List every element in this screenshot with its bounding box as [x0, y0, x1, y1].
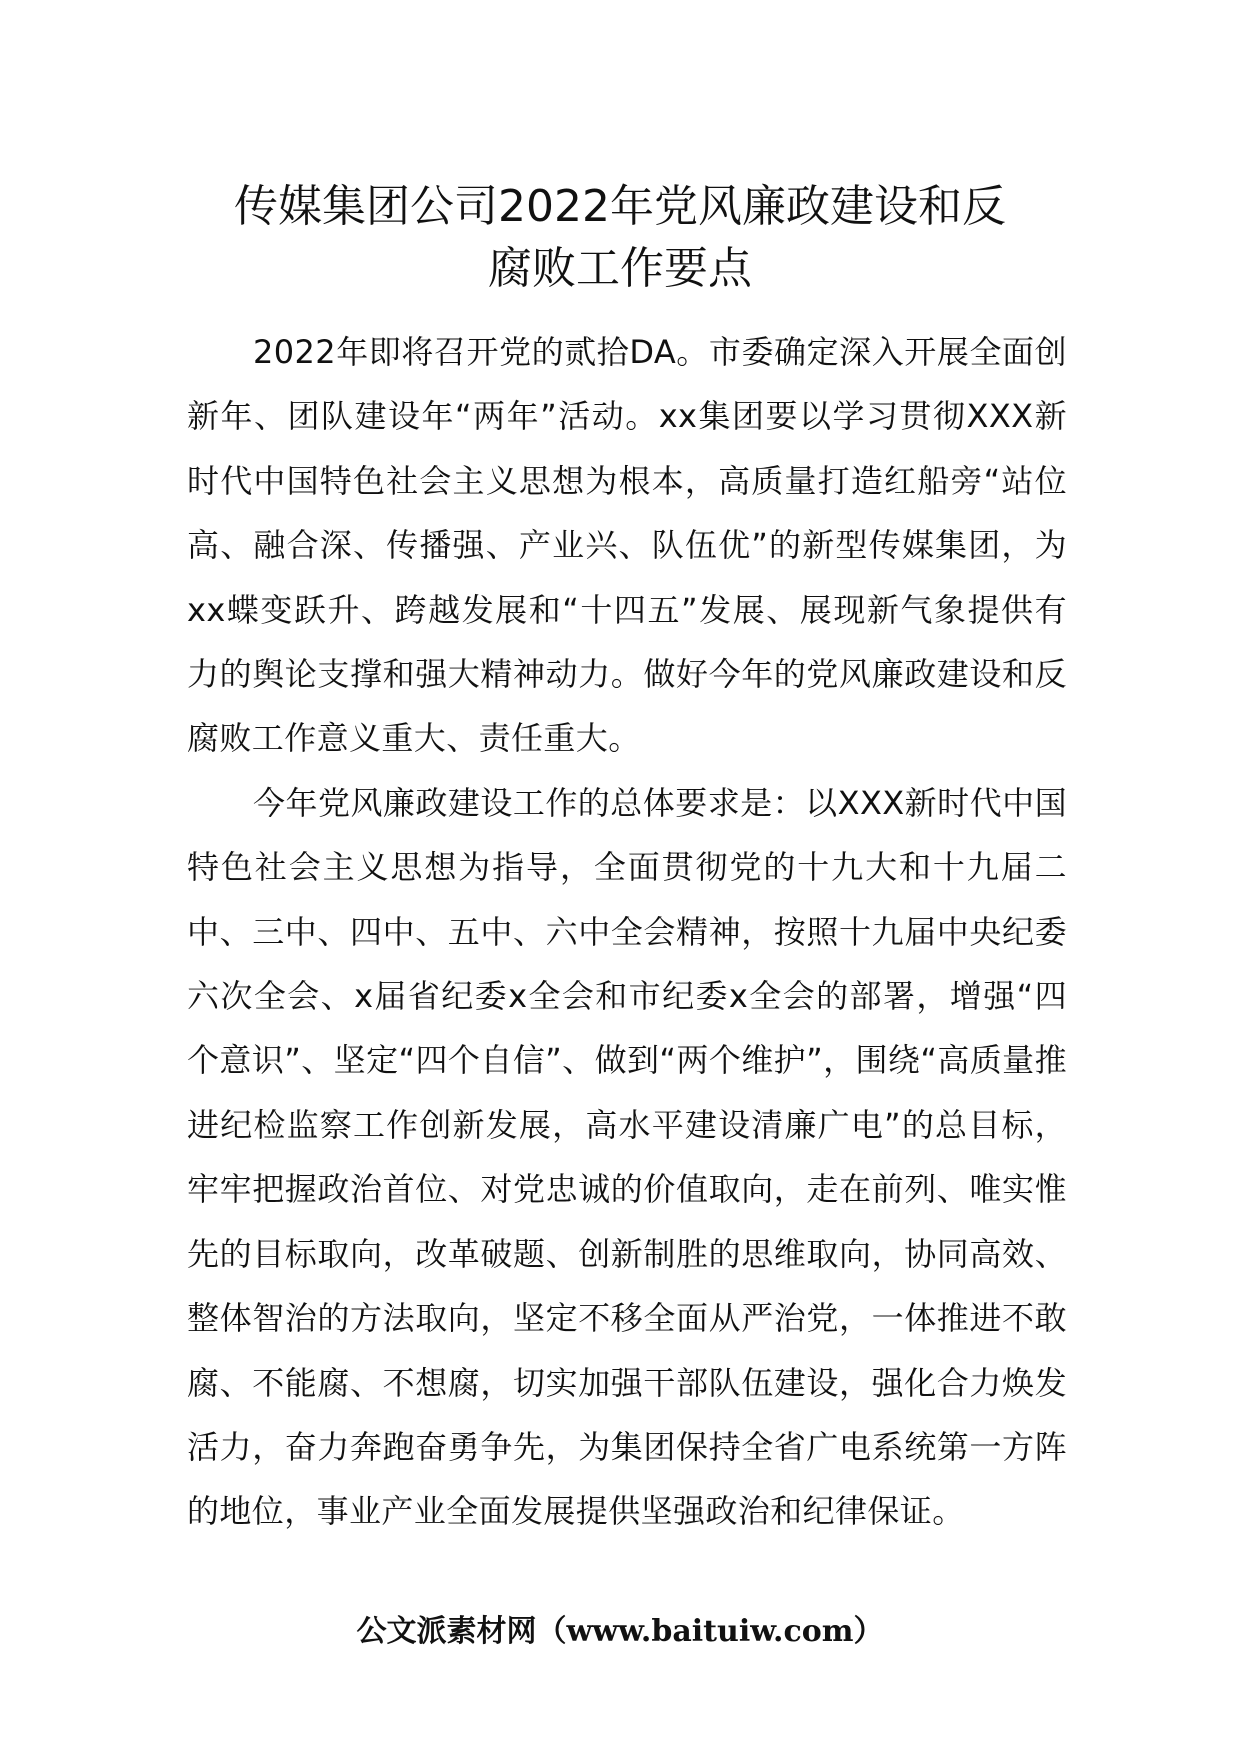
document-title-line-1: 传媒集团公司2022年党风廉政建设和反 — [234, 181, 1006, 232]
document-title — [160, 176, 1080, 300]
body-paragraph-1: 2022年即将召开党的贰拾DA。市委确定深入开展全面创新年、团队建设年“两年”活动。xx集团要以学习贯彻XXX新时代中国特色社会主义思想为根本，高质量打造红船旁“站位高、融合深、传播强、产业兴、队伍优”的新型传媒集团，为xx蝶变跃升、跨越发展和“十四五”发展、展现新气象提供有力的舆论支撑和强大精神动力。做好今年的党风廉政建设和反腐败工作意义重大、责任重大。 — [187, 333, 1067, 758]
body-paragraph-2: 今年党风廉政建设工作的总体要求是：以XXX新时代中国特色社会主义思想为指导，全面贯彻党的十九大和十九届二中、三中、四中、五中、六中全会精神，按照十九届中央纪委六次全会、x届省纪委x全会和市纪委x全会的部署，增强“四个意识”、坚定“四个自信”、做到“两个维护”，围绕“高质量推进纪检监察工作创新发展，高水平建设清廉广电”的总目标，牢牢把握政治首位、对党忠诚的价值取向，走在前列、唯实惟先的目标取向，改革破题、创新制胜的思维取向，协同高效、整体智治的方法取向，坚定不移全面从严治党，一体推进不敢腐、不能腐、不想腐，切实加强干部队伍建设，强化合力焕发活力，奋力奔跑奋勇争先，为集团保持全省广电系统第一方阵的地位，事业产业全面发展提供坚强政治和纪律保证。 — [187, 783, 1067, 1531]
document-title-line-2: 腐败工作要点 — [488, 243, 752, 294]
source-footer: 公文派素材网（www.baituiw.com） — [356, 1614, 884, 1649]
document-body — [187, 320, 1067, 1544]
